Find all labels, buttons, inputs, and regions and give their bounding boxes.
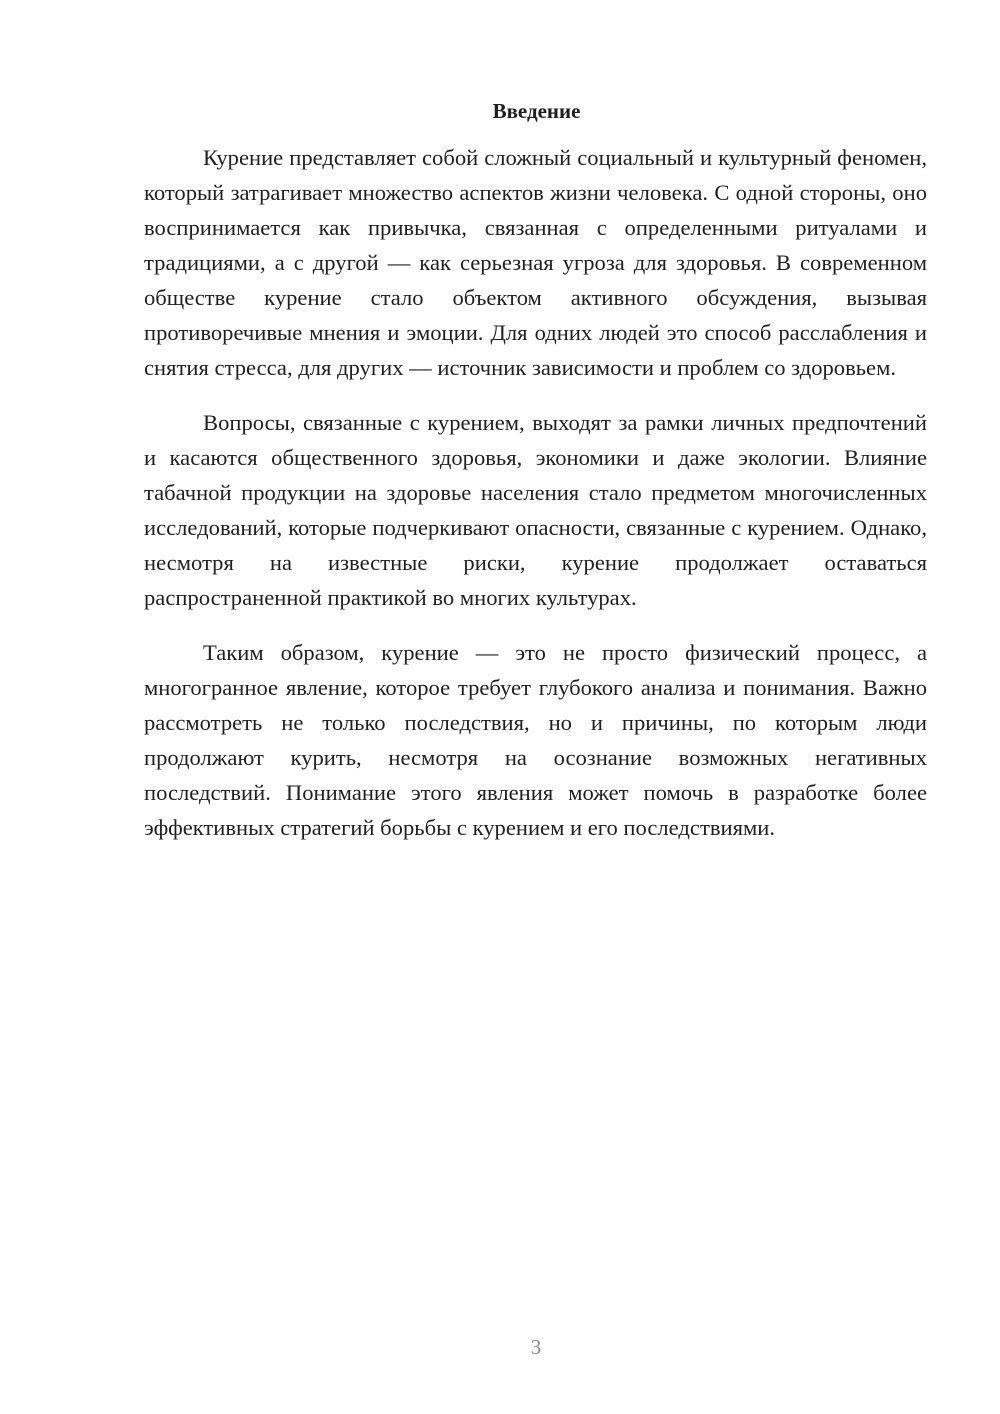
section-title: Введение [492, 99, 581, 123]
page-number: 3 [530, 1335, 542, 1359]
paragraph: Курение представляет собой сложный социальный и культурный феномен, который затрагивает множество аспектов жизни человека. С одной стороны, оно воспринимается как привычка, связанная с определенными ритуалами и традициями, а с другой — как серьезная угроза для здоровья. В современном обществе курение стало объектом активного обсуждения, вызывая противоречивые мнения и эмоции. Для одних людей это способ расслабления и снятия стресса, для других — источник зависимости и проблем со здоровьем. [144, 145, 927, 380]
paragraph: Вопросы, связанные с курением, выходят за рамки личных предпочтений и касаются общественного здоровья, экономики и даже экологии. Влияние табачной продукции на здоровье населения стало предметом многочисленных исследований, которые подчеркивают опасности, связанные с курением. Однако, несмотря на известные риски, курение продолжает оставаться распространенной практикой во многих культурах. [144, 410, 927, 610]
paragraph: Таким образом, курение — это не просто физический процесс, а многогранное явление, которое требует глубокого анализа и понимания. Важно рассмотреть не только последствия, но и причины, по которым люди продолжают курить, несмотря на осознание возможных негативных последствий. Понимание этого явления может помочь в разработке более эффективных стратегий борьбы с курением и его последствиями. [144, 640, 927, 840]
page-content [144, 95, 927, 845]
